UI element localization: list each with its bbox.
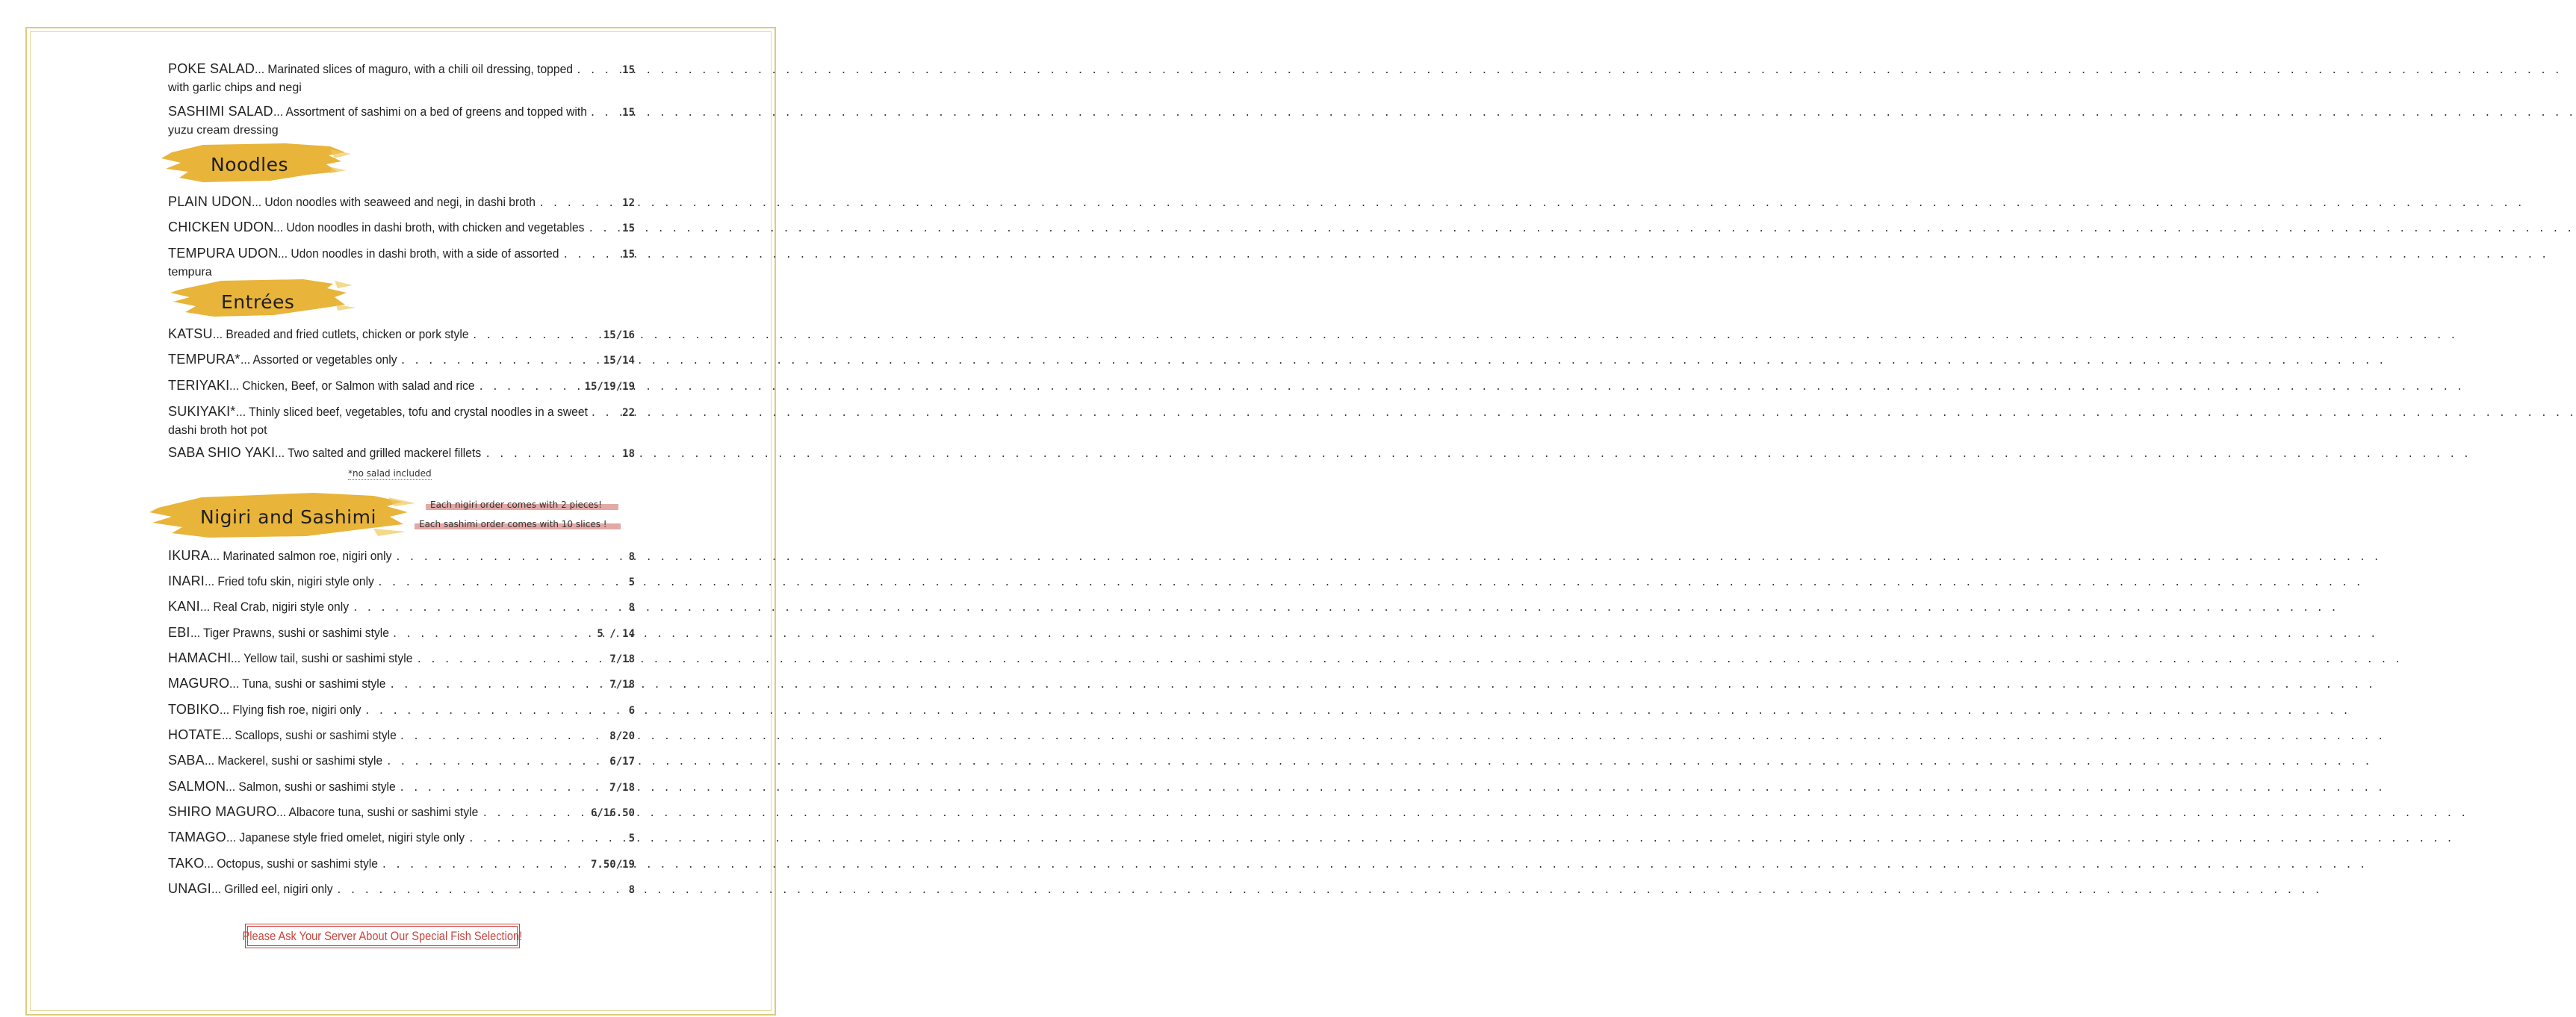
item-name: CHICKEN UDON [168,220,274,234]
item-name: KANI [168,599,200,614]
item-desc: ... Scallops, sushi or sashimi style [221,728,397,742]
leader-dots [588,220,619,237]
menu-item-unagi [168,880,635,899]
leader-dots [400,352,600,370]
menu-item-saba-shio-yaki [168,444,635,463]
item-price: 22 [622,407,635,419]
leader-dots [364,703,626,720]
item-price: 15 [622,64,635,76]
item-desc: ... Fried tofu skin, nigiri style only [205,574,374,588]
special-fish-notice [242,924,523,948]
leader-dots [468,830,626,848]
item-desc: ... Marinated salmon roe, nigiri only [210,549,392,563]
leader-dots [485,446,619,463]
item-desc: ... Grilled eel, nigiri only [211,882,333,896]
item-name: EBI [168,625,190,640]
section-title: Noodles [211,154,289,175]
item-desc: ... Octopus, sushi or sashimi style [204,856,379,871]
leader-dots [482,805,588,822]
item-name: SHIRO MAGURO [168,804,277,819]
item-name: TEMPURA UDON [168,246,279,261]
item-price: 15 [622,249,635,261]
leader-dots [389,677,606,694]
menu-item-chicken-udon [168,219,635,237]
item-name: TEMPURA* [168,352,240,367]
item-desc: ... Tiger Prawns, sushi or sashimi style [190,626,389,640]
item-price: 6 [628,705,635,717]
leader-dots [377,574,626,591]
leader-dots [336,882,626,899]
menu-item-maguro [168,675,635,694]
item-name: TAMAGO [168,830,226,845]
leader-dots [472,327,600,344]
item-price: 15 [622,223,635,234]
item-desc-cont: dashi broth hot pot [168,424,267,437]
item-price: 12 [622,197,635,209]
item-name: HOTATE [168,727,222,742]
menu-item-katsu [168,326,635,344]
section-header-entrees [169,275,363,317]
item-desc: ... Japanese style fried omelet, nigiri style only [226,830,465,845]
item-name: INARI [168,573,205,588]
menu-item-tako [168,855,635,874]
item-name: TOBIKO [168,702,220,717]
leader-dots [392,626,595,643]
item-desc: ... Udon noodles with seaweed and negi, in dashi broth [252,195,536,209]
item-desc: ... Mackerel, sushi or sashimi style [204,753,382,768]
leader-dots [381,856,588,874]
item-name: KATSU [168,326,213,341]
item-desc: ... Udon noodles in dashi broth, with chicken and vegetables [273,220,585,234]
item-name: SALMON [168,779,226,794]
item-desc: ... Salmon, sushi or sashimi style [226,780,396,794]
item-name: IKURA [168,548,211,563]
item-price: 6/16.50 [590,807,635,819]
item-name: POKE SALAD [168,61,255,76]
leader-dots [416,651,606,668]
item-name: TAKO [168,856,205,871]
item-desc-cont: with garlic chips and negi [168,81,302,94]
menu-item-tobiko [168,701,635,720]
item-desc: ... Yellow tail, sushi or sashimi style [231,651,413,665]
item-price: 15 [622,107,635,119]
item-name: SABA SHIO YAKI [168,445,276,460]
menu-item-hamachi [168,650,635,668]
item-desc: ... Assortment of sashimi on a bed of greens and topped with [273,105,587,119]
leader-dots [539,195,619,212]
leader-dots [400,728,607,745]
item-desc: ... Marinated slices of maguro, with a chili oil dressing, topped [255,62,574,76]
note-text: Each nigiri order comes with 2 pieces! [430,500,602,510]
item-desc-cont: yuzu cream dressing [168,124,279,137]
menu-item-tempura [168,351,635,370]
section-title: Entrées [221,291,295,313]
item-name: PLAIN UDON [168,194,252,209]
menu-item-hotate [168,727,635,745]
special-fish-notice-inner [242,926,523,946]
item-price: 5 [628,576,635,588]
item-price: 5 / 14 [597,628,635,640]
no-salad-note: *no salad included [348,468,432,479]
leader-dots [399,780,606,797]
sashimi-slices-note [415,519,621,529]
item-name: HAMACHI [168,650,232,665]
note-text: Each sashimi order comes with 10 slices ! [419,519,607,529]
item-price: 15/19/19 [584,381,635,393]
leader-dots [562,246,619,264]
item-price: 8 [628,602,635,614]
item-price: 8 [628,884,635,896]
item-desc: ... Thinly sliced beef, vegetables, tofu and crystal noodles in a sweet [235,405,588,419]
leader-dots [591,405,620,422]
leader-dots [576,62,619,79]
item-desc: ... Two salted and grilled mackerel fillets [275,446,482,460]
menu-item-ebi [168,624,635,643]
menu-item-shiro-maguro [168,803,635,822]
item-price: 7/18 [609,653,635,665]
menu-item-plain-udon [168,193,635,212]
menu-item-sashimi-salad [168,103,635,139]
menu-item-poke-salad [168,60,635,96]
menu-item-sukiyaki [168,403,635,439]
item-price: 6/17 [609,756,635,768]
item-price: 5 [628,833,635,845]
item-name: SUKIYAKI* [168,404,236,419]
item-name: SASHIMI SALAD [168,104,273,119]
item-desc-cont: tempura [168,266,212,279]
item-desc: ... Albacore tuna, sushi or sashimi style [276,805,479,819]
leader-dots [478,379,581,396]
menu-item-saba [168,752,635,771]
leader-dots [353,600,626,617]
menu-item-teriyaki [168,377,635,396]
item-price: 18 [622,448,635,460]
menu-item-tamago [168,829,635,848]
item-price: 8 [628,551,635,563]
menu-item-ikura [168,547,635,566]
item-name: UNAGI [168,881,212,896]
menu-item-salmon [168,778,635,797]
item-name: TERIYAKI [168,378,230,393]
leader-dots [386,753,606,771]
nigiri-pieces-note [426,500,618,510]
leader-dots [395,549,626,566]
item-desc: ... Real Crab, nigiri style only [199,600,349,614]
item-name: SABA [168,753,205,768]
item-price: 15/16 [603,329,635,341]
section-header-noodles [158,139,353,181]
item-desc: ... Tuna, sushi or sashimi style [229,677,386,691]
item-desc: ... Assorted or vegetables only [240,352,397,367]
leader-dots [590,105,619,122]
item-name: MAGURO [168,676,230,691]
menu-item-inari [168,573,635,591]
item-price: 7/18 [609,782,635,794]
item-desc: ... Flying fish roe, nigiri only [219,703,361,717]
item-price: 8/20 [609,730,635,742]
item-price: 15/14 [603,355,635,367]
item-desc: ... Breaded and fried cutlets, chicken or pork style [212,327,469,341]
item-desc: ... Udon noodles in dashi broth, with a side of assorted [278,246,559,261]
menu-item-kani [168,598,635,617]
item-price: 7/18 [609,679,635,691]
section-title: Nigiri and Sashimi [200,506,376,528]
item-desc: ... Chicken, Beef, or Salmon with salad and rice [229,379,475,393]
item-price: 7.50/19 [590,859,635,871]
section-header-nigiri-sashimi [149,490,418,532]
special-fish-text: Please Ask Your Server About Our Special Fish Selection! [242,928,523,943]
